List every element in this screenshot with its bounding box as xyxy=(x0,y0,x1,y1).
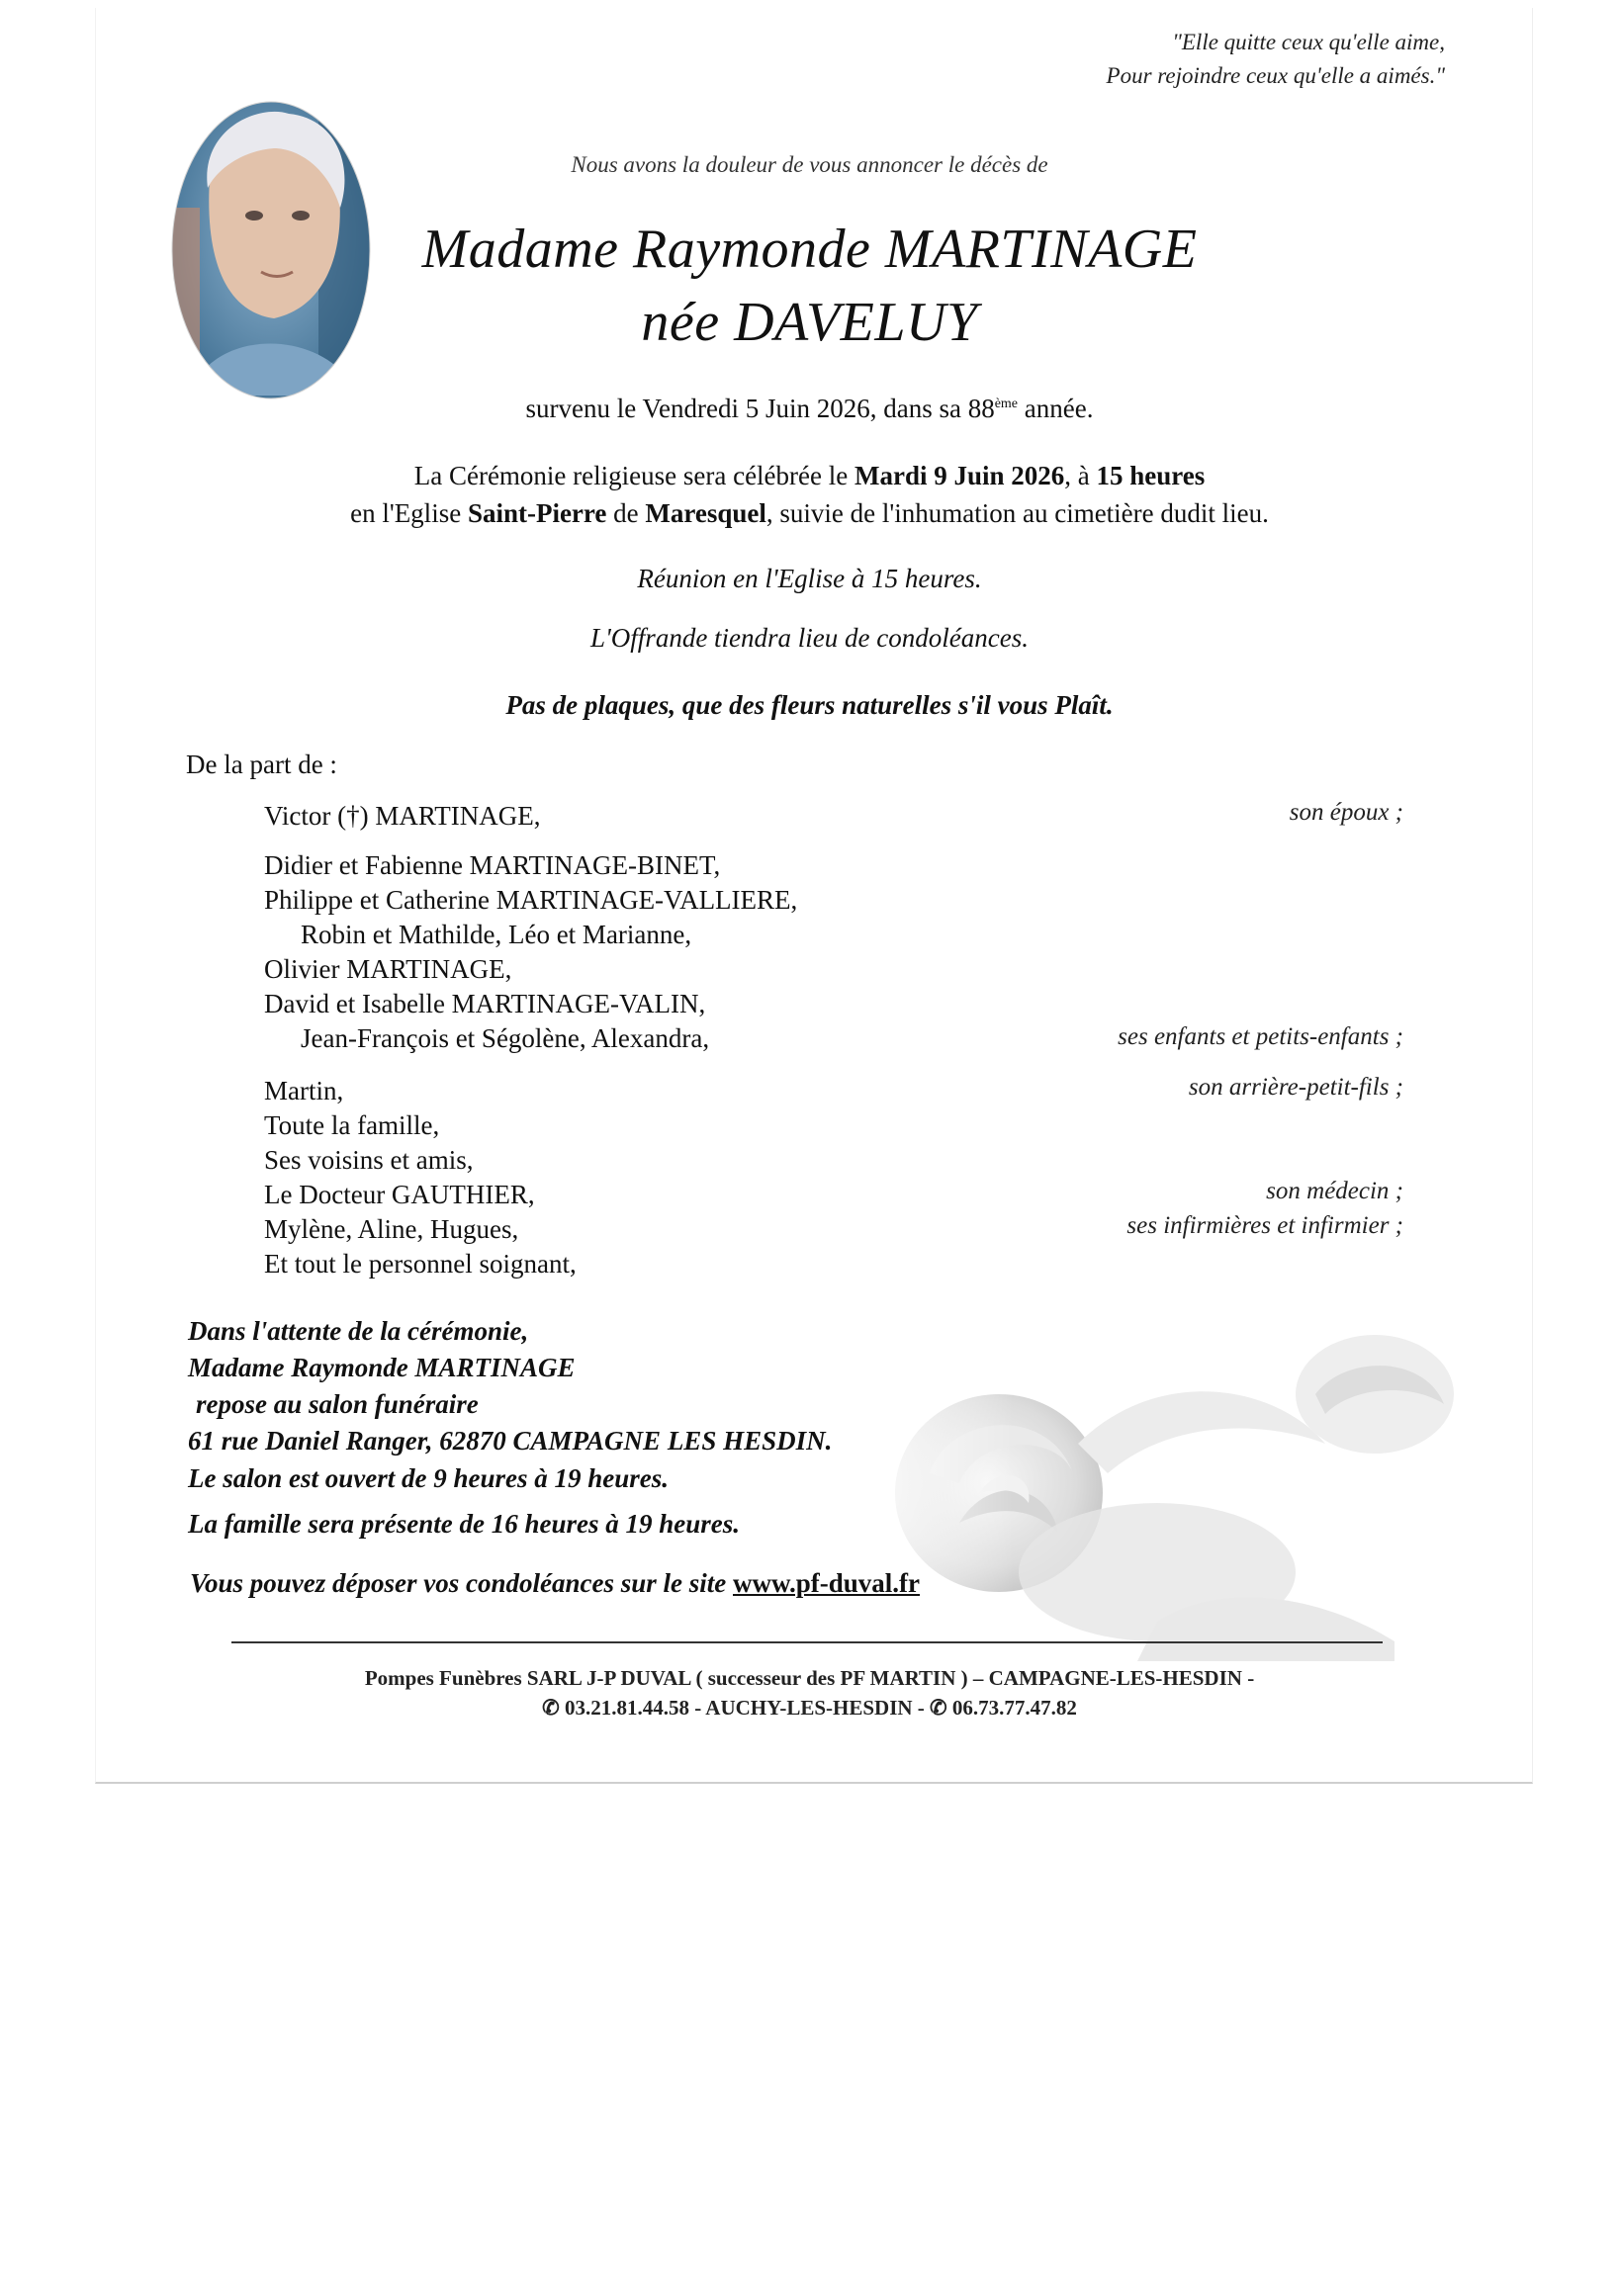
town-name: Maresquel xyxy=(645,498,766,528)
salon-info xyxy=(188,1313,832,1459)
quote-line-1: "Elle quitte ceux qu'elle aime, xyxy=(1172,30,1445,54)
relation-label: son médecin ; xyxy=(1266,1178,1403,1204)
death-date-end: année. xyxy=(1018,394,1094,423)
family-member: Mylène, Aline, Hugues, xyxy=(264,1214,519,1244)
family-member: Victor (†) MARTINAGE, xyxy=(264,801,541,831)
funeral-home-name: Pompes Funèbres SARL J-P DUVAL ( successeur des PF MARTIN ) – CAMPAGNE-LES-HESDIN - xyxy=(364,1666,1255,1690)
family-member: Didier et Fabienne MARTINAGE-BINET, xyxy=(264,850,721,880)
salon-line-3: repose au salon funéraire xyxy=(196,1389,479,1419)
reunion-note: Réunion en l'Eglise à 15 heures. xyxy=(637,564,982,593)
salon-address: 61 rue Daniel Ranger, 62870 CAMPAGNE LES HESDIN. xyxy=(188,1426,833,1456)
family-member: Et tout le personnel soignant, xyxy=(264,1249,577,1279)
offering-note: L'Offrande tiendra lieu de condoléances. xyxy=(590,623,1029,653)
relation-label: ses enfants et petits-enfants ; xyxy=(1118,1023,1403,1050)
family-member: Le Docteur GAUTHIER, xyxy=(264,1180,535,1209)
maiden-name: née DAVELUY xyxy=(641,292,978,353)
announcement-intro: Nous avons la douleur de vous annoncer le décès de xyxy=(571,152,1048,177)
family-member: David et Isabelle MARTINAGE-VALIN, xyxy=(264,989,706,1018)
condolences-line xyxy=(190,1568,920,1599)
ceremony-line-2 xyxy=(0,498,1619,529)
family-member: Philippe et Catherine MARTINAGE-VALLIERE, xyxy=(264,885,798,915)
salon-line-1: Dans l'attente de la cérémonie, xyxy=(188,1316,529,1346)
ordinal-suffix: ème xyxy=(994,397,1019,411)
death-date-text: survenu le Vendredi 5 Juin 2026, dans sa 88 xyxy=(525,394,995,423)
ceremony-text: , suivie de l'inhumation au cimetière dudit lieu. xyxy=(765,498,1269,528)
ceremony-text: , à xyxy=(1064,461,1097,490)
family-member: Ses voisins et amis, xyxy=(264,1145,474,1175)
family-member: Olivier MARTINAGE, xyxy=(264,954,512,984)
condolences-text: Vous pouvez déposer vos condoléances sur le site xyxy=(190,1568,733,1598)
family-presence: La famille sera présente de 16 heures à 19 heures. xyxy=(188,1509,740,1539)
family-header: De la part de : xyxy=(186,750,337,779)
relation-label: son arrière-petit-fils ; xyxy=(1188,1074,1403,1101)
family-member: Martin, xyxy=(264,1076,344,1105)
website-link[interactable]: www.pf-duval.fr xyxy=(733,1568,921,1598)
family-member: Jean-François et Ségolène, Alexandra, xyxy=(301,1023,710,1053)
ceremony-text: en l'Eglise xyxy=(350,498,468,528)
funeral-home-phones: ✆ 03.21.81.44.58 - AUCHY-LES-HESDIN - ✆ 06.73.77.47.82 xyxy=(542,1696,1077,1720)
deceased-name: Madame Raymonde MARTINAGE xyxy=(421,219,1198,280)
ceremony-text: La Cérémonie religieuse sera célébrée le xyxy=(413,461,854,490)
ceremony-date: Mardi 9 Juin 2026 xyxy=(854,461,1065,490)
family-member: Robin et Mathilde, Léo et Marianne, xyxy=(301,920,692,949)
rose-decoration xyxy=(860,1325,1474,1661)
church-name: Saint-Pierre xyxy=(467,498,607,528)
footer-divider xyxy=(231,1641,1383,1643)
relation-label: son époux ; xyxy=(1289,799,1403,826)
salon-hours: Le salon est ouvert de 9 heures à 19 heures. xyxy=(188,1463,669,1493)
death-date-line xyxy=(0,394,1619,424)
quote-line-2: Pour rejoindre ceux qu'elle a aimés." xyxy=(1106,63,1445,88)
flowers-note: Pas de plaques, que des fleurs naturelles s'il vous Plaît. xyxy=(505,690,1114,720)
family-member: Toute la famille, xyxy=(264,1110,440,1140)
ceremony-line-1 xyxy=(0,461,1619,491)
relation-label: ses infirmières et infirmier ; xyxy=(1126,1212,1403,1239)
epigraph-quote xyxy=(1107,26,1445,93)
ceremony-text: de xyxy=(606,498,646,528)
ceremony-time: 15 heures xyxy=(1096,461,1206,490)
salon-line-2: Madame Raymonde MARTINAGE xyxy=(188,1353,576,1382)
